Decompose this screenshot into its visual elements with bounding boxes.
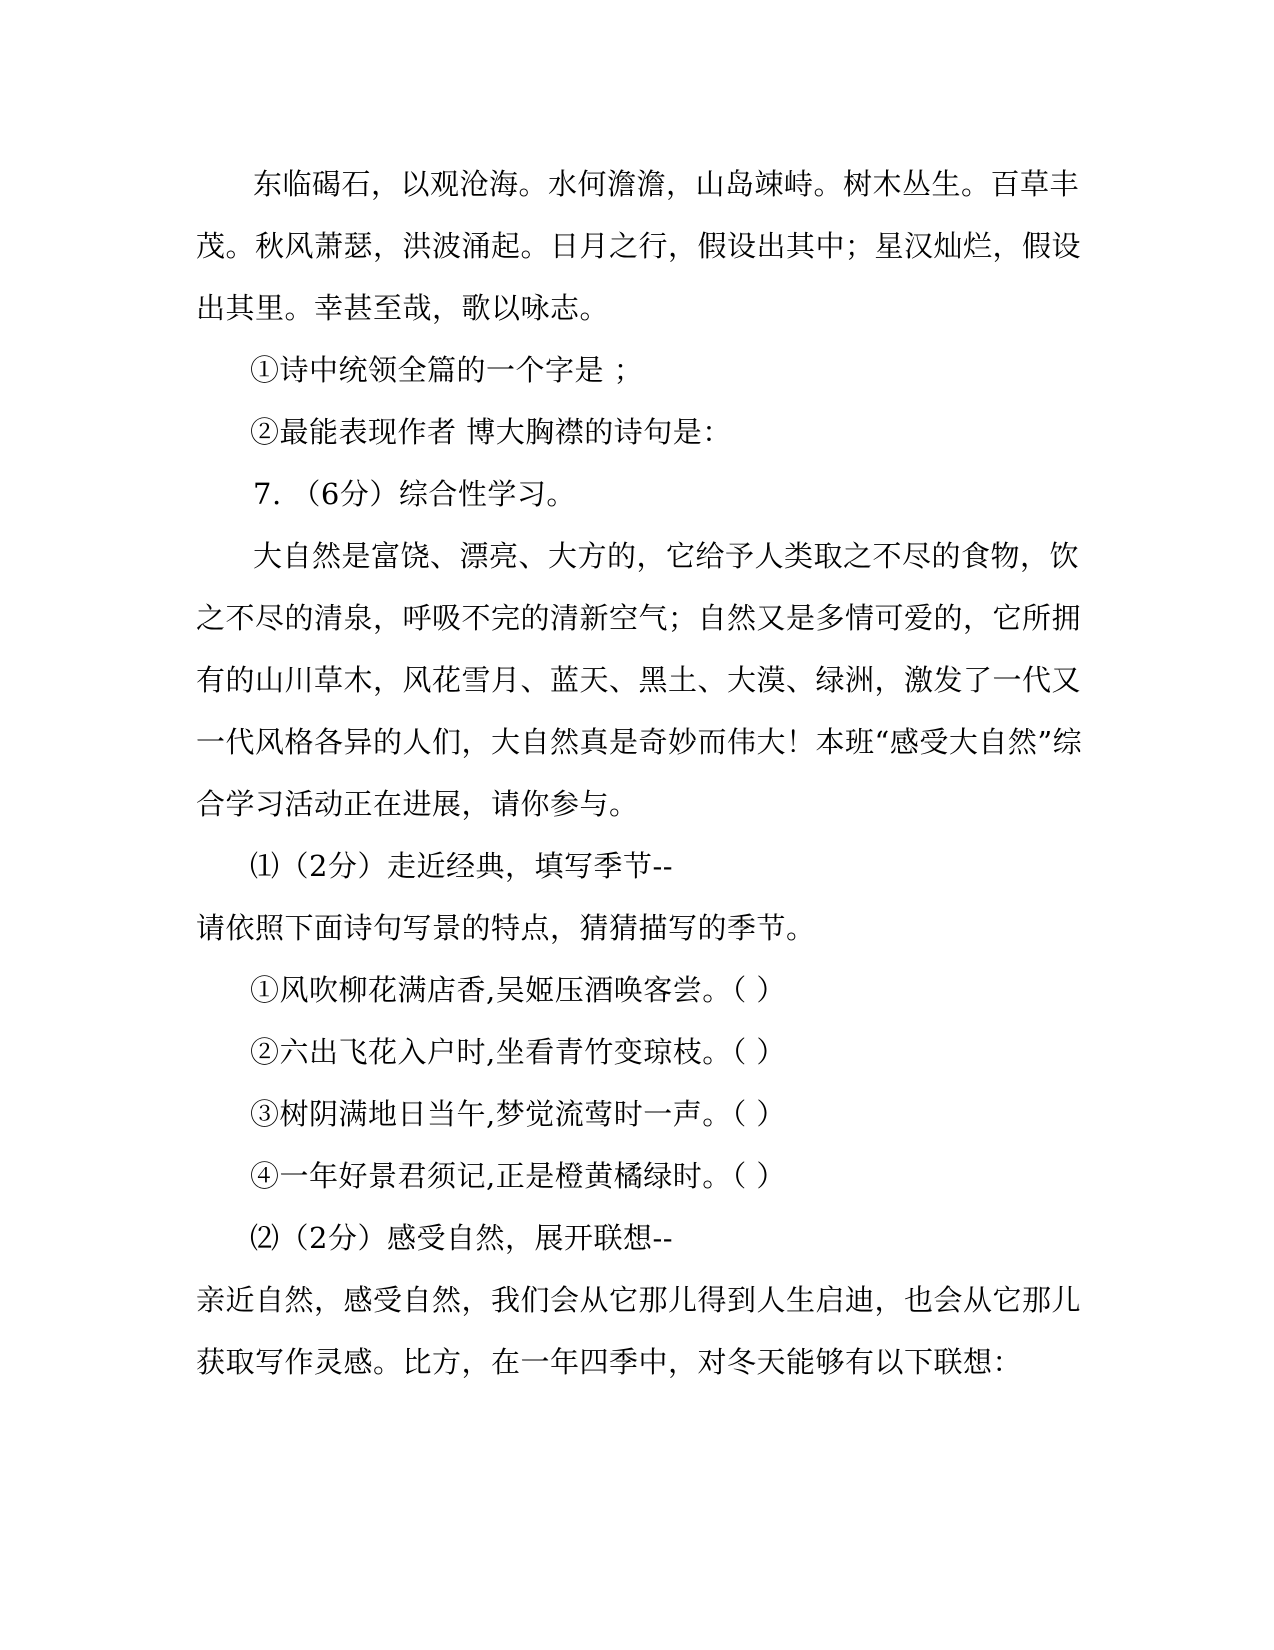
poem-item-1: ①风吹柳花满店香,吴姬压酒唤客尝。（ ）: [250, 973, 786, 1007]
poem-line-2: 茂。秋风萧瑟，洪波涌起。日月之行，假设出其中；星汉灿烂，假设: [196, 229, 1082, 263]
poem-line-1: 东临碣石，以观沧海。水何澹澹，山岛竦峙。树木丛生。百草丰: [253, 167, 1080, 201]
subsection-2-line-2: 获取写作灵感。比方，在一年四季中，对冬天能够有以下联想：: [196, 1345, 1023, 1379]
question-2: ②最能表现作者 博大胸襟的诗句是：: [250, 415, 732, 449]
poem-item-3: ③树阴满地日当午,梦觉流莺时一声。（ ）: [250, 1097, 786, 1131]
paragraph-line-1: 大自然是富饶、漂亮、大方的，它给予人类取之不尽的食物，饮: [253, 539, 1080, 573]
poem-item-4: ④一年好景君须记,正是橙黄橘绿时。（ ）: [250, 1159, 786, 1193]
subsection-1-heading: ⑴（2分）走近经典，填写季节--: [250, 849, 674, 883]
paragraph-line-2: 之不尽的清泉，呼吸不完的清新空气；自然又是多情可爱的，它所拥: [196, 601, 1082, 635]
paragraph-line-5: 合学习活动正在进展，请你参与。: [196, 787, 639, 821]
poem-line-3: 出其里。幸甚至哉，歌以咏志。: [196, 291, 610, 325]
section-7-heading: 7. （6分）综合性学习。: [253, 477, 576, 511]
poem-item-2: ②六出飞花入户时,坐看青竹变琼枝。（ ）: [250, 1035, 786, 1069]
subsection-2-heading: ⑵（2分）感受自然，展开联想--: [250, 1221, 674, 1255]
subsection-1-instruction: 请依照下面诗句写景的特点，猜猜描写的季节。: [196, 911, 816, 945]
question-1: ①诗中统领全篇的一个字是 ；: [250, 353, 644, 387]
paragraph-line-3: 有的山川草木，风花雪月、蓝天、黑土、大漠、绿洲，激发了一代又: [196, 663, 1082, 697]
paragraph-line-4: 一代风格各异的人们，大自然真是奇妙而伟大！本班“感受大自然”综: [196, 725, 1083, 759]
subsection-2-line-1: 亲近自然，感受自然，我们会从它那儿得到人生启迪，也会从它那儿: [196, 1283, 1082, 1317]
